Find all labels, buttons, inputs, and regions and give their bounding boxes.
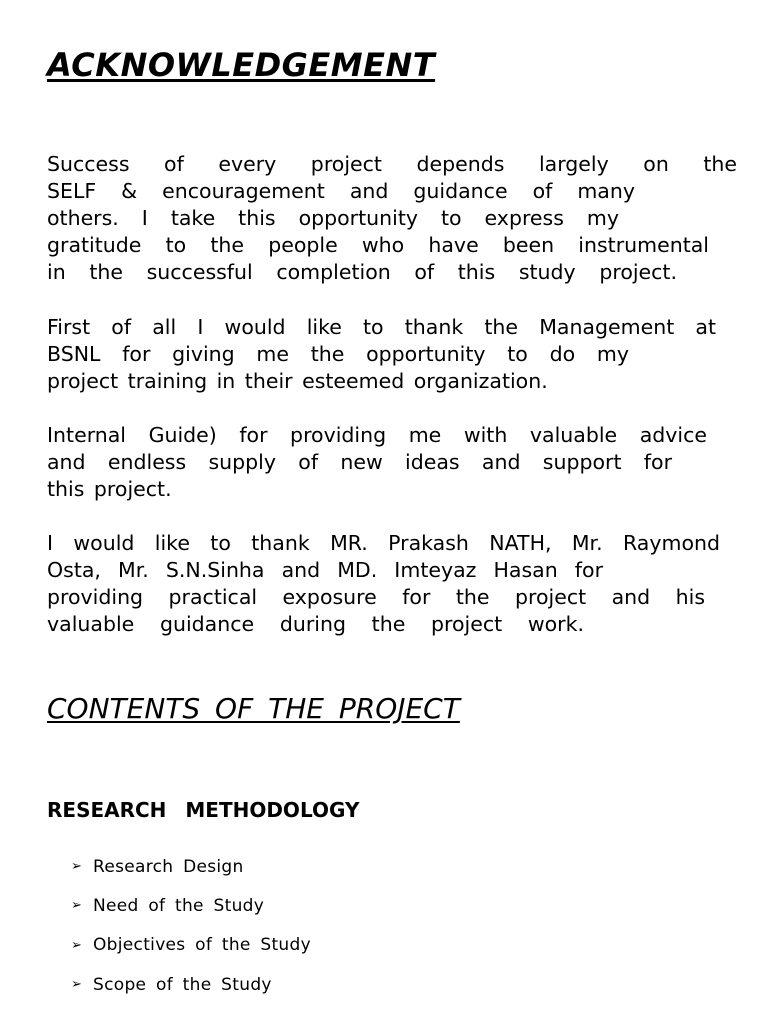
arrow-bullet-icon: ➢ [71, 937, 82, 953]
paragraph-line: First of all I would like to thank the Management at [47, 315, 716, 339]
paragraph-line: gratitude to the people who have been instrumental [47, 233, 709, 257]
paragraph-line: others. I take this opportunity to express my [47, 206, 619, 230]
paragraph-line: Success of every project depends largely on the [47, 152, 737, 176]
paragraph-thanks [47, 530, 737, 638]
contents-list [71, 847, 311, 1004]
list-item [71, 965, 311, 1004]
paragraph-line: BSNL for giving me the opportunity to do my [47, 342, 629, 366]
paragraph-line: and endless supply of new ideas and support for [47, 450, 672, 474]
paragraph-intro [47, 151, 737, 286]
list-item-label: Need of the Study [93, 895, 265, 916]
paragraph-line: valuable guidance during the project work. [47, 612, 584, 636]
list-item [71, 926, 311, 965]
paragraph-line: project training in their esteemed organization. [47, 369, 548, 393]
contents-title: CONTENTS OF THE PROJECT [47, 692, 460, 725]
paragraph-management [47, 314, 737, 395]
paragraph-line: in the successful completion of this study project. [47, 260, 677, 284]
paragraph-guide [47, 422, 737, 503]
list-item-label: Scope of the Study [93, 974, 272, 995]
paragraph-line: I would like to thank MR. Prakash NATH, Mr. Raymond [47, 531, 720, 555]
page-title: ACKNOWLEDGEMENT [47, 46, 436, 84]
list-item-label: Research Design [93, 856, 244, 877]
list-item [71, 847, 311, 886]
list-item-label: Objectives of the Study [93, 935, 311, 956]
list-item [71, 886, 311, 925]
paragraph-line: SELF & encouragement and guidance of many [47, 179, 635, 203]
paragraph-line: Osta, Mr. S.N.Sinha and MD. Imteyaz Hasan for [47, 558, 603, 582]
arrow-bullet-icon: ➢ [71, 898, 82, 914]
paragraph-line: Internal Guide) for providing me with valuable advice [47, 423, 707, 447]
paragraph-line: this project. [47, 477, 172, 501]
research-methodology-heading: RESEARCH METHODOLOGY [47, 798, 360, 822]
paragraph-line: providing practical exposure for the project and his [47, 585, 705, 609]
arrow-bullet-icon: ➢ [71, 977, 82, 993]
arrow-bullet-icon: ➢ [71, 859, 82, 875]
